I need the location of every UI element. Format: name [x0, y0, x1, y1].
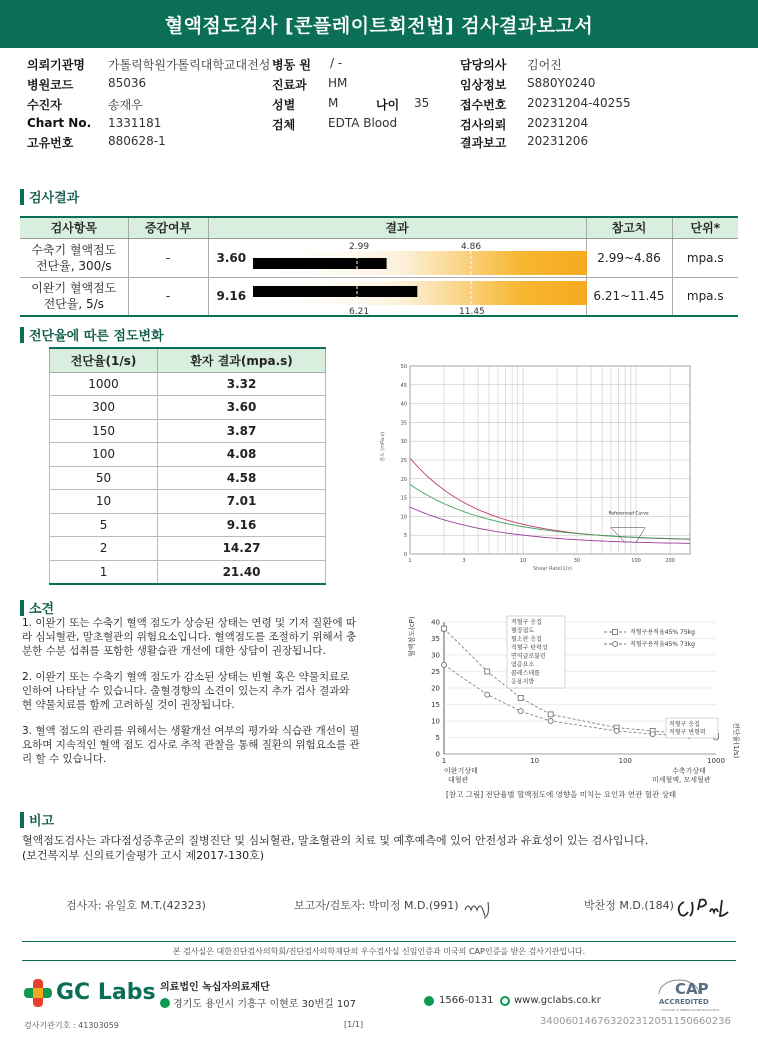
request-value: 20231204	[527, 116, 589, 130]
table-row	[50, 443, 326, 467]
phone-text: 1566-0131	[439, 995, 494, 1006]
ref-high-label: 11.45	[458, 306, 485, 317]
opinion-item: 2. 이완기 또는 수축기 혈액 점도가 감소된 상태는 빈혈 혹은 약물치료로 인하여 나타날 수 있습니다. 출혈경향의 소견이 있는지 추가 검사 결과와 현 약물치료를 함께 고려하실 것이 권장됩니다.	[22, 671, 350, 711]
chart1-ytick: 45	[400, 382, 407, 389]
ref-low-label: 6.21	[348, 306, 369, 317]
specimen-label: 검체	[272, 118, 296, 132]
cap-accredited: ACCREDITED	[659, 998, 709, 1006]
col-viscosity: 환자 결과(mpa.s)	[158, 348, 326, 372]
flag-cell: -	[128, 238, 208, 277]
age-value: 35	[414, 96, 430, 110]
opinion-item: 3. 혈액 점도의 관리를 위해서는 생활개선 여부의 평가와 식습관 개선이 필요하며 지속적인 혈액 점도 검사로 추적 관찰을 통해 질환의 위험요소를 관리 할 수 있습니다.	[22, 725, 360, 765]
results-table	[20, 216, 738, 317]
rate-cell: 150	[50, 419, 158, 443]
chart2-ytick: 40	[431, 618, 440, 627]
viscosity-cell: 21.40	[158, 560, 326, 584]
cap-tiny-text: COLLEGE of AMERICAN PATHOLOGISTS	[661, 1008, 720, 1012]
page-number: [1/1]	[344, 1020, 364, 1029]
reviewer-signature-text: 보고자/검토자: 박미정 M.D.(991)	[294, 899, 459, 912]
table-row	[20, 238, 738, 277]
chart2-ylabel: 혈액점도(cP)	[408, 616, 416, 657]
viscosity-cell: 9.16	[158, 513, 326, 537]
table-row	[50, 513, 326, 537]
age-label: 나이	[376, 98, 400, 112]
viscosity-cell: 3.60	[158, 396, 326, 420]
director-signature-text: 박찬정 M.D.(184)	[584, 899, 674, 912]
chart2-ytick: 5	[435, 734, 440, 742]
web-line	[500, 995, 601, 1006]
receipt-label: 접수번호	[460, 98, 507, 112]
remark-section-title	[20, 810, 54, 829]
gauge-fill	[253, 286, 417, 297]
factor-label: 혈장점도	[511, 627, 535, 635]
remark-line1: 혈액점도검사는 과다점성증후군의 질병진단 및 심뇌혈관, 말초혈관의 치료 및 예후예측에 있어 안전성과 유효성이 있는 검사입니다.	[22, 834, 649, 847]
location-icon	[160, 998, 170, 1008]
factor-label: 적혈구 응집	[511, 619, 542, 626]
footer-divider	[22, 960, 736, 961]
xcap-right2: 미세혈액, 모세혈관	[652, 776, 711, 784]
factor-label: 적혈구 탄력성	[511, 644, 548, 652]
ward-value: / -	[330, 56, 343, 70]
factor-label: 적혈구 응집	[669, 721, 700, 728]
chart-label: Chart No.	[27, 116, 92, 130]
chart1-xtick: 30	[573, 558, 581, 564]
shear-table	[49, 347, 326, 585]
col-flag: 증감여부	[128, 217, 208, 238]
chart1-ytick: 30	[400, 439, 407, 446]
section-marker	[20, 327, 24, 343]
col-item: 검사항목	[20, 217, 128, 238]
legend-label: 적혈구용적율45% 75kg	[630, 629, 695, 636]
remark-line2: (보건복지부 신의료기술평가 고시 제2017-130호)	[22, 849, 265, 862]
code-label: 병원코드	[27, 78, 74, 92]
sex-value: M	[328, 96, 339, 110]
table-row	[50, 372, 326, 396]
chart2-xtick: 10	[530, 757, 540, 765]
chart2-ytick: 0	[435, 750, 440, 759]
factor-label: 염증요소	[511, 661, 535, 669]
ref-low-label: 2.99	[348, 241, 369, 252]
footer-divider	[22, 941, 736, 942]
results-section-title	[20, 187, 79, 206]
result-gauge	[253, 239, 587, 278]
org-number: 검사기관기호 : 41303059	[24, 1021, 119, 1030]
report-title: 혈액점도검사 [콘플레이트회전법] 검사결과보고서	[0, 0, 758, 48]
gauge-fill	[253, 258, 387, 269]
viscosity-cell: 3.87	[158, 419, 326, 443]
chart1-xtick: 1	[408, 558, 412, 564]
chart1-ytick: 0	[403, 552, 407, 558]
web-text: www.gclabs.co.kr	[514, 995, 601, 1006]
cap-text: CAP	[675, 980, 709, 998]
item-line2: 전단율, 5/s	[43, 297, 104, 312]
chart2-ytick: 20	[431, 684, 440, 693]
opinion-title-text: 소견	[29, 602, 55, 617]
chart2-ytick: 30	[431, 651, 440, 660]
xcap-left1: 이완기상태	[444, 767, 478, 775]
chart1-xlabel: Shear Rate(1/s)	[533, 566, 572, 572]
factor-label: 응용지방	[511, 678, 535, 686]
ref-cell: 6.21~11.45	[586, 277, 672, 316]
shear-section-title	[20, 325, 164, 344]
col-ref: 참고치	[586, 217, 672, 238]
chart1-ytick: 15	[400, 495, 407, 502]
name-label: 수진자	[27, 98, 62, 112]
opinion-item: 1. 이완기 또는 수축기 혈액 점도가 상승된 상태는 연령 및 기저 질환에 따라 심뇌혈관, 말초혈관의 위험요소입니다. 혈액점도를 조절하기 위해서 충분한 수분 섭취를 포함한 생활습관 개선에 대한 상담이 권장됩니다.	[22, 617, 357, 657]
chart2-xtick: 100	[618, 757, 633, 765]
phone-line	[424, 995, 494, 1006]
table-row	[50, 419, 326, 443]
chart1-ytick: 10	[400, 514, 407, 521]
address-text: 경기도 용인시 기흥구 이현로 30번길 107	[173, 999, 356, 1010]
col-unit: 단위*	[672, 217, 738, 238]
rate-cell: 50	[50, 466, 158, 490]
dept-label: 진료과	[272, 78, 307, 92]
xcap-left2: 대혈관	[448, 776, 469, 784]
globe-icon	[500, 996, 510, 1006]
id-label: 고유번호	[27, 136, 74, 150]
table-row	[50, 560, 326, 584]
tester-signature-text: 검사자: 유일호 M.T.(42323)	[66, 899, 206, 912]
viscosity-cell: 3.32	[158, 372, 326, 396]
ward-label: 병동 원	[272, 58, 311, 72]
rate-cell: 10	[50, 490, 158, 514]
chart2-point-circle	[548, 719, 553, 724]
section-marker	[20, 600, 24, 616]
factor-label: 적혈구 변형력	[669, 729, 706, 736]
chart-value: 1331181	[108, 116, 162, 130]
opinion-section-title	[20, 598, 54, 617]
chart1-ytick: 25	[400, 458, 407, 464]
unit-cell: mpa.s	[672, 238, 738, 277]
phone-icon	[424, 996, 434, 1006]
section-marker	[20, 189, 24, 205]
viscosity-cell: 4.58	[158, 466, 326, 490]
report-label: 결과보고	[460, 136, 507, 150]
results-title-text: 검사결과	[29, 191, 80, 206]
shear-title-text: 전단율에 따른 점도변화	[29, 329, 164, 344]
rate-cell: 300	[50, 396, 158, 420]
legend-marker-circle	[613, 642, 618, 647]
chart1-xtick: 10	[519, 558, 527, 564]
factor-label: 콜레스테롤	[511, 670, 540, 677]
flag-cell: -	[128, 277, 208, 316]
chart1-ytick: 5	[403, 533, 407, 540]
chart2-xtick: 1	[441, 757, 447, 765]
item-line2: 전단율, 300/s	[35, 258, 112, 273]
clinical-value: S880Y0240	[527, 76, 596, 90]
id-value: 880628-1	[108, 134, 166, 148]
chart1-xtick: 3	[462, 558, 466, 564]
viscosity-cell: 7.01	[158, 490, 326, 514]
viscosity-cell: 14.27	[158, 537, 326, 561]
annotation-label: Referenced Curve	[608, 511, 649, 517]
chart2-ytick: 10	[431, 717, 440, 726]
receipt-value: 20231204-40255	[527, 96, 631, 110]
reference-figure	[404, 612, 746, 802]
sex-label: 성별	[272, 98, 296, 112]
chart1-ytick: 40	[400, 401, 407, 408]
gc-labs-brand: GC Labs	[56, 980, 156, 1005]
barcode-number: 340060146763202312051150660236	[540, 1016, 731, 1027]
cap-logo	[655, 976, 737, 1016]
viscosity-cell: 4.08	[158, 443, 326, 467]
chart2-point-square	[485, 669, 490, 674]
doctor-value: 김어진	[527, 58, 562, 72]
result-bar-cell	[208, 277, 586, 316]
chart2-point-circle	[614, 728, 619, 733]
request-label: 검사의뢰	[460, 118, 507, 132]
unit-cell: mpa.s	[672, 277, 738, 316]
rate-cell: 1000	[50, 372, 158, 396]
item-cell	[20, 277, 128, 316]
table-row	[50, 466, 326, 490]
result-bar-cell	[208, 238, 586, 277]
chart1-xtick: 100	[631, 558, 641, 564]
rate-cell: 100	[50, 443, 158, 467]
chart2-point-circle	[485, 692, 490, 697]
dept-value: HM	[328, 76, 348, 90]
section-marker	[20, 812, 24, 828]
figure-caption: [참고 그림] 전단율별 혈액점도에 영향을 미치는 요인과 연관 혈관 상태	[446, 790, 677, 799]
chart2-ytick: 35	[431, 635, 440, 643]
chart2-point-circle	[650, 732, 655, 737]
chart2-point-square	[518, 695, 523, 700]
footer-note: 본 검사실은 대한진단검사의학회/진단검사의학재단의 우수검사실 신임인증과 미국의 CAP인증을 받은 검사기관입니다.	[172, 947, 586, 956]
item-line1: 수축기 혈액점도	[31, 242, 117, 257]
doctor-label: 담당의사	[460, 58, 507, 72]
item-cell	[20, 238, 128, 277]
table-row	[50, 490, 326, 514]
specimen-value: EDTA Blood	[328, 116, 398, 130]
report-value: 20231206	[527, 134, 589, 148]
ref-cell: 2.99~4.86	[586, 238, 672, 277]
legend-marker-square	[613, 630, 618, 635]
rate-cell: 1	[50, 560, 158, 584]
chart1-ytick: 35	[400, 420, 407, 427]
reviewer-handwritten-signature	[462, 896, 502, 920]
opinion-text	[22, 616, 362, 778]
chart2-point-square	[442, 626, 447, 631]
col-result: 결과	[208, 217, 586, 238]
org-name: 의료법인 녹십자의료재단	[160, 982, 270, 993]
chart1-xtick: 200	[665, 558, 675, 564]
gc-cross-logo	[22, 977, 54, 1009]
chart1-ytick: 50	[400, 364, 407, 370]
viscosity-chart	[378, 362, 693, 574]
chart1-ytick: 20	[400, 476, 407, 483]
director-handwritten-signature	[676, 896, 736, 920]
factor-label: 면역글로불린	[511, 653, 546, 660]
table-row	[20, 277, 738, 316]
hospital-label: 의뢰기관명	[27, 58, 85, 72]
code-value: 85036	[108, 76, 147, 90]
chart1-ylabel: 점도 (mPa.s)	[380, 431, 386, 462]
address-line	[160, 995, 356, 1010]
chart2-ytick: 25	[431, 668, 440, 676]
chart2-point-circle	[442, 662, 447, 667]
remark-text	[22, 833, 742, 863]
xcap-right1: 수축기상태	[672, 767, 706, 775]
chart2-point-square	[548, 712, 553, 717]
result-gauge	[253, 278, 587, 317]
ref-high-label: 4.86	[460, 241, 481, 252]
table-row	[50, 537, 326, 561]
chart2-ylabel-right: 전단율(1/s)	[732, 722, 740, 759]
result-value: 3.60	[216, 250, 247, 265]
hospital-value: 가톨릭학원가톨릭대학교대전성	[108, 58, 271, 72]
rate-cell: 5	[50, 513, 158, 537]
table-row	[50, 396, 326, 420]
chart2-point-circle	[518, 709, 523, 714]
chart2-ytick: 15	[431, 701, 440, 709]
chart2-xtick: 1000	[707, 757, 725, 765]
legend-label: 적혈구용적율45% 73kg	[630, 641, 695, 648]
result-value: 9.16	[216, 288, 247, 303]
factor-label: 혈소판 응집	[511, 636, 542, 643]
item-line1: 이완기 혈액점도	[31, 281, 117, 296]
col-rate: 전단율(1/s)	[50, 348, 158, 372]
clinical-label: 임상정보	[460, 78, 507, 92]
remark-title-text: 비고	[29, 814, 55, 829]
rate-cell: 2	[50, 537, 158, 561]
name-value: 송재우	[108, 98, 143, 112]
